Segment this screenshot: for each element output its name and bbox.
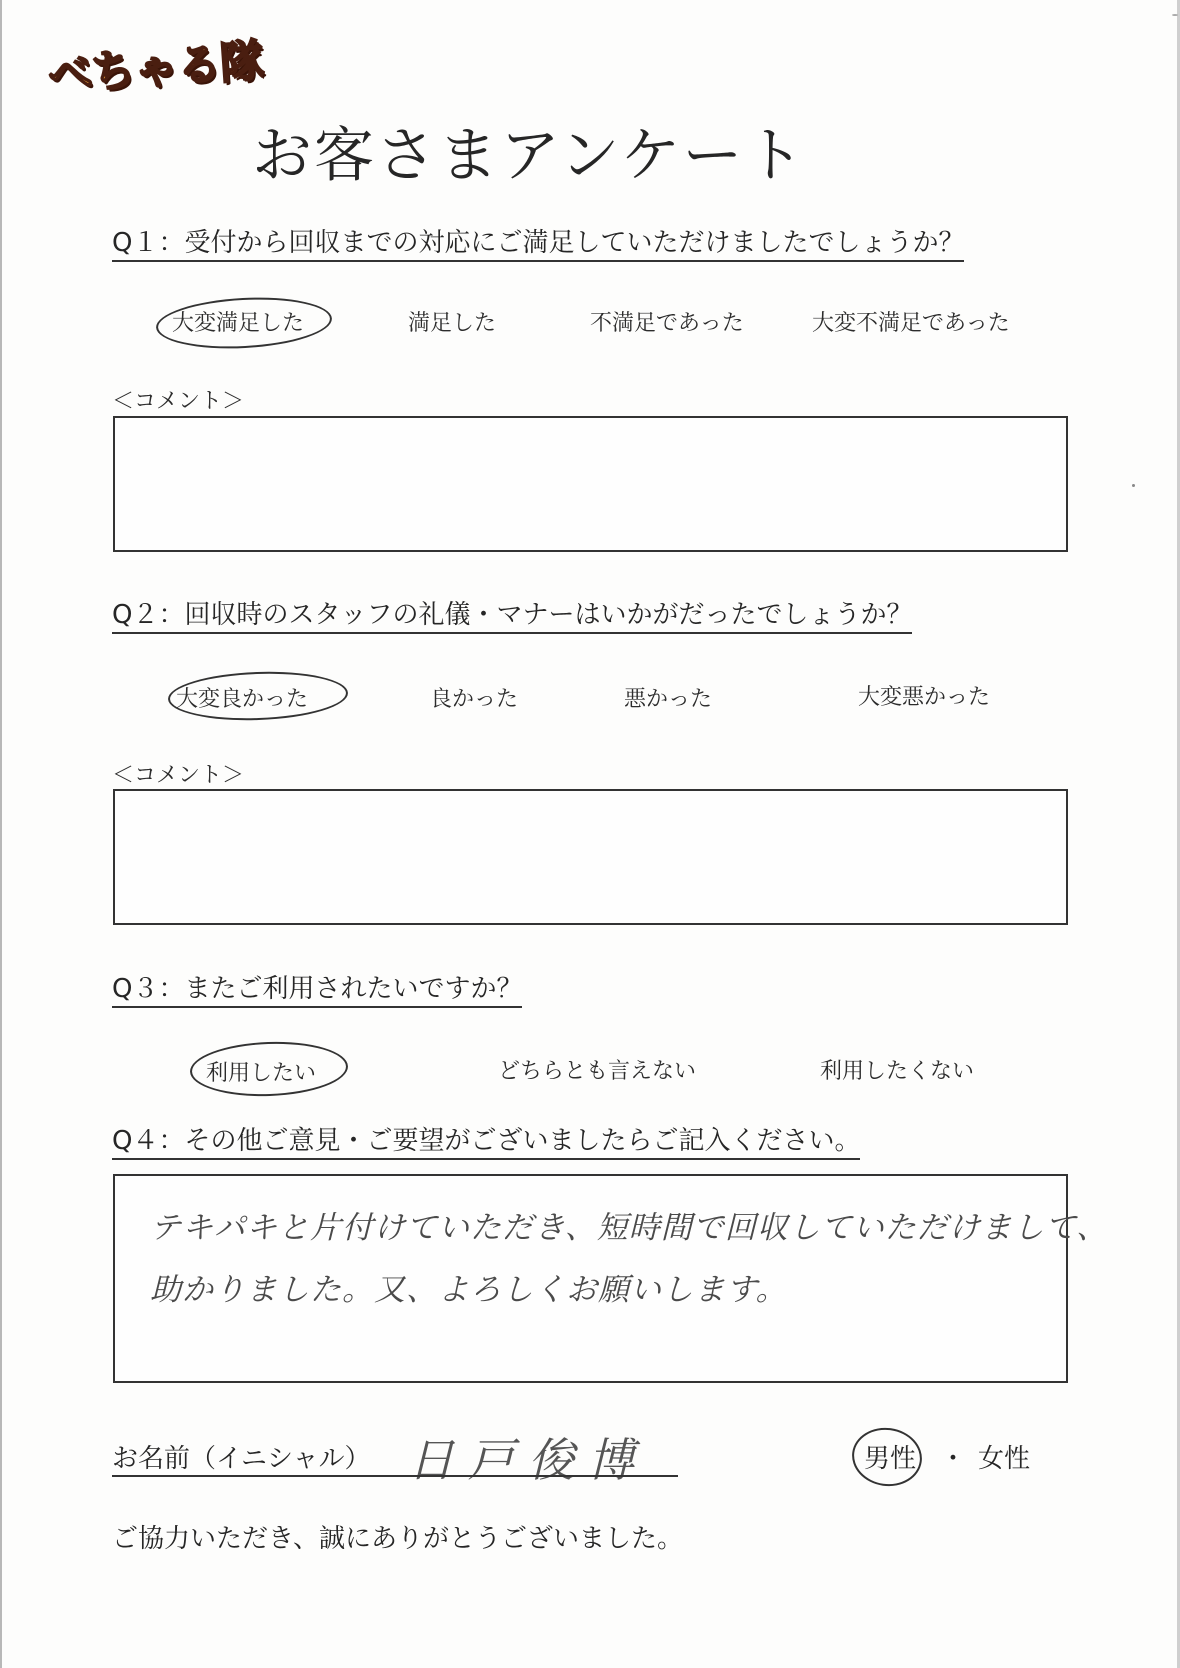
- q2-option-very-bad[interactable]: 大変悪かった: [858, 685, 991, 710]
- scan-speck: [1172, 14, 1178, 16]
- q1-option-very-satisfied[interactable]: 大変満足した: [172, 311, 305, 336]
- name-label: お名前（イニシャル）: [112, 1444, 371, 1474]
- q3-option-neutral[interactable]: どちらとも言えない: [498, 1059, 697, 1084]
- q2-comment-box[interactable]: [113, 789, 1068, 925]
- name-underline: [112, 1475, 678, 1477]
- q1-option-unsatisfied[interactable]: 不満足であった: [590, 311, 744, 336]
- scan-edge: [0, 0, 2, 1668]
- q2-comment-label: ＜コメント＞: [112, 763, 245, 788]
- gender-male[interactable]: 男性: [864, 1444, 917, 1474]
- q4-answer-line-1: テキパキと片付けていただき、短時間で回収していただけまして、: [150, 1210, 1109, 1246]
- name-value[interactable]: 日戸俊博: [408, 1433, 648, 1487]
- gender-female[interactable]: 女性: [978, 1444, 1031, 1474]
- q4-answer-line-2: 助かりました。又、よろしくお願いします。: [150, 1272, 788, 1308]
- q2-option-very-good[interactable]: 大変良かった: [176, 687, 309, 712]
- q2-option-bad[interactable]: 悪かった: [624, 687, 713, 712]
- question-3: Q３：またご利用されたいですか？: [112, 974, 522, 1008]
- brand-logo: べちゃる隊: [46, 35, 265, 102]
- q1-comment-box[interactable]: [113, 416, 1068, 552]
- q3-option-will-use[interactable]: 利用したい: [206, 1061, 317, 1086]
- page-title: お客さまアンケート: [252, 121, 807, 191]
- q2-option-good[interactable]: 良かった: [430, 687, 519, 712]
- scan-speck: [1132, 484, 1135, 487]
- question-1: Q１：受付から回収までの対応にご満足していただけましたでしょうか？: [112, 228, 964, 262]
- thanks-message: ご協力いただき、誠にありがとうございました。: [112, 1524, 683, 1554]
- question-4: Q４：その他ご意見・ご要望がございましたらご記入ください。: [112, 1126, 860, 1160]
- q1-comment-label: ＜コメント＞: [112, 389, 245, 414]
- gender-separator: ・: [940, 1444, 967, 1474]
- q1-option-very-unsatisfied[interactable]: 大変不満足であった: [812, 311, 1010, 336]
- q3-option-will-not-use[interactable]: 利用したくない: [820, 1059, 975, 1084]
- question-2: Q２：回収時のスタッフの礼儀・マナーはいかがだったでしょうか？: [112, 600, 912, 634]
- q1-option-satisfied[interactable]: 満足した: [408, 311, 497, 336]
